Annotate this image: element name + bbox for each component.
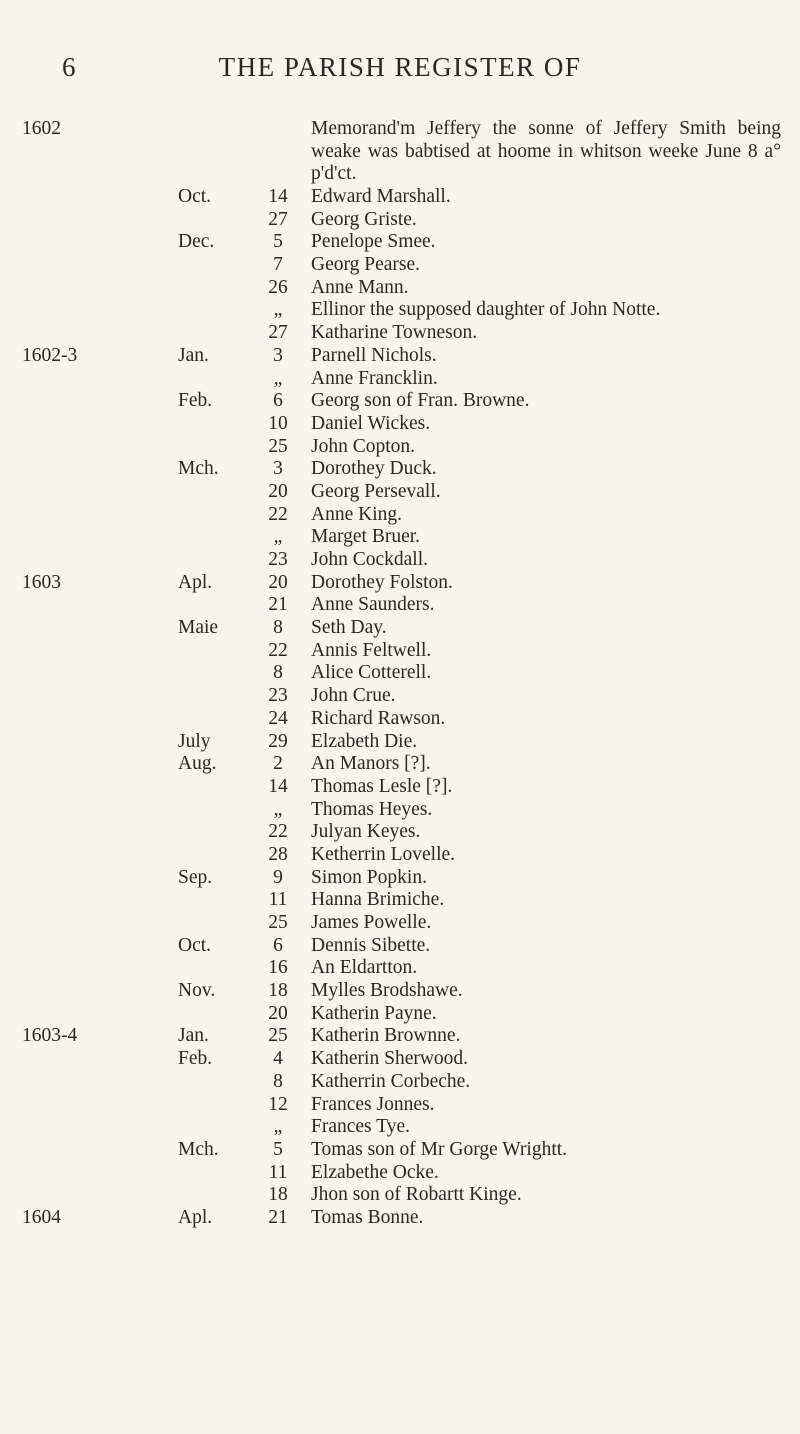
register-row <box>0 481 800 504</box>
register-row <box>0 118 800 186</box>
entry-day: 8 <box>273 617 283 639</box>
entry-name: John Crue. <box>311 685 396 707</box>
register-row <box>0 277 800 300</box>
register-row <box>0 549 800 572</box>
register-row <box>0 1207 800 1230</box>
entry-year: 1603 <box>22 571 61 593</box>
entry-day: „ <box>273 367 283 389</box>
entry-day: „ <box>273 798 283 820</box>
entry-name: Penelope Smee. <box>311 231 436 253</box>
page-number: 6 <box>62 52 76 82</box>
entry-day: 20 <box>268 1002 288 1024</box>
entry-name: An Eldartton. <box>311 957 418 979</box>
entry-name: Edward Marshall. <box>311 186 451 207</box>
entry-day: 24 <box>268 707 288 729</box>
entry-name: Katherin Brownne. <box>311 1025 461 1047</box>
entry-name: Jhon son of Robartt Kinge. <box>311 1184 522 1206</box>
entry-day: 28 <box>268 843 288 865</box>
entry-name: An Manors [?]. <box>311 753 431 775</box>
entry-month: Jan. <box>178 1025 209 1047</box>
register-row <box>0 209 800 232</box>
register-row <box>0 390 800 413</box>
entry-name: Elzabeth Die. <box>311 730 418 752</box>
entry-name: Mylles Brodshawe. <box>311 980 463 1002</box>
entry-name: Daniel Wickes. <box>311 412 431 434</box>
entry-month: Oct. <box>178 186 212 207</box>
entry-year: 1603-4 <box>22 1025 78 1047</box>
entry-day: 21 <box>268 594 288 616</box>
entry-name: Georg Pearse. <box>311 254 421 276</box>
entry-day: 27 <box>268 208 288 230</box>
register-row <box>0 1071 800 1094</box>
register-row <box>0 1025 800 1048</box>
entry-name: Anne Saunders. <box>311 594 435 616</box>
entry-year: 1602 <box>22 118 61 139</box>
entry-name: Parnell Nichols. <box>311 344 437 366</box>
register-row <box>0 957 800 980</box>
entry-day: 5 <box>273 231 283 253</box>
register-row <box>0 299 800 322</box>
register-row <box>0 504 800 527</box>
entry-name: Dennis Sibette. <box>311 934 431 956</box>
register-row <box>0 867 800 890</box>
entry-day: 8 <box>273 1070 283 1092</box>
entry-month: Apl. <box>178 571 213 593</box>
entry-name: Katherin Payne. <box>311 1002 437 1024</box>
entry-month: Mch. <box>178 1138 219 1160</box>
entry-name: Memorand'm Jeffery the sonne of Jeffery Smith being weake was babtised at hoome in whitson weeke June 8 a° p'd'ct. <box>311 118 781 185</box>
entry-day: 26 <box>268 276 288 298</box>
entry-name: Dorothey Duck. <box>311 458 437 480</box>
register-row <box>0 912 800 935</box>
entry-name: Frances Jonnes. <box>311 1093 435 1115</box>
register-row <box>0 413 800 436</box>
entry-name: Richard Rawson. <box>311 707 446 729</box>
entry-day: „ <box>273 526 283 548</box>
entry-day: 5 <box>273 1138 283 1160</box>
entry-month: Feb. <box>178 1048 213 1070</box>
entry-day: 20 <box>268 480 288 502</box>
entry-day: „ <box>273 1116 283 1138</box>
register-row <box>0 254 800 277</box>
entry-year: 1604 <box>22 1206 61 1228</box>
register-row <box>0 1094 800 1117</box>
entry-name: Alice Cotterell. <box>311 662 432 684</box>
entry-name: Elzabethe Ocke. <box>311 1161 439 1183</box>
entry-day: 14 <box>268 186 288 207</box>
entry-day: 20 <box>268 571 288 593</box>
entry-day: 18 <box>268 980 288 1002</box>
register-row <box>0 935 800 958</box>
entry-name: John Copton. <box>311 435 416 457</box>
entry-day: 11 <box>268 1161 288 1183</box>
entry-name: Thomas Lesle [?]. <box>311 775 453 797</box>
entry-day: 6 <box>273 390 283 412</box>
entry-name: Tomas son of Mr Gorge Wrightt. <box>311 1138 568 1160</box>
register-row <box>0 186 800 209</box>
register-row <box>0 753 800 776</box>
entry-name: Annis Feltwell. <box>311 639 432 661</box>
entry-name: Georg Griste. <box>311 208 417 230</box>
register-row <box>0 821 800 844</box>
register-row <box>0 458 800 481</box>
entry-day: 29 <box>268 730 288 752</box>
register-row <box>0 1139 800 1162</box>
entry-name: James Powelle. <box>311 912 432 933</box>
register-row <box>0 708 800 731</box>
register-row <box>0 368 800 391</box>
entry-day: 25 <box>268 435 288 457</box>
register-row <box>0 980 800 1003</box>
entry-day: 7 <box>273 254 283 276</box>
entry-day: 25 <box>268 1025 288 1047</box>
entry-name: Simon Popkin. <box>311 866 427 888</box>
register-row <box>0 731 800 754</box>
entry-name: Anne Mann. <box>311 276 409 298</box>
entry-day: 16 <box>268 957 288 979</box>
register-row <box>0 662 800 685</box>
entry-day: 4 <box>273 1048 283 1070</box>
entry-name: Thomas Heyes. <box>311 798 433 820</box>
entry-month: Feb. <box>178 390 213 412</box>
entry-year: 1602-3 <box>22 344 78 366</box>
entry-month: Jan. <box>178 344 209 366</box>
entry-name: Seth Day. <box>311 617 387 639</box>
entry-name: Ketherrin Lovelle. <box>311 843 456 865</box>
register-row <box>0 640 800 663</box>
entry-name: Anne King. <box>311 503 402 525</box>
entry-name: Katherrin Corbeche. <box>311 1070 471 1092</box>
register-row <box>0 776 800 799</box>
register-row <box>0 889 800 912</box>
entry-day: 23 <box>268 685 288 707</box>
entry-name: Georg son of Fran. Browne. <box>311 390 530 412</box>
entry-name: Anne Francklin. <box>311 367 438 389</box>
register-entries <box>0 118 800 1230</box>
register-row <box>0 844 800 867</box>
entry-day: 14 <box>268 775 288 797</box>
register-row <box>0 1048 800 1071</box>
entry-day: 10 <box>268 412 288 434</box>
entry-name: Georg Persevall. <box>311 480 441 502</box>
entry-month: Oct. <box>178 934 212 956</box>
entry-day: 8 <box>273 662 283 684</box>
entry-day: 6 <box>273 934 283 956</box>
entry-month: Aug. <box>178 753 217 775</box>
entry-day: 27 <box>268 322 288 344</box>
register-row <box>0 594 800 617</box>
entry-day: 21 <box>268 1206 288 1228</box>
register-row <box>0 526 800 549</box>
entry-month: Maie <box>178 617 219 639</box>
entry-day: 22 <box>268 821 288 843</box>
entry-name: Hanna Brimiche. <box>311 889 445 911</box>
entry-day: 3 <box>273 458 283 480</box>
entry-day: 18 <box>268 1184 288 1206</box>
register-row <box>0 436 800 459</box>
entry-day: 22 <box>268 639 288 661</box>
entry-name: Julyan Keyes. <box>311 821 421 843</box>
entry-month: Sep. <box>178 866 213 888</box>
register-row <box>0 1003 800 1026</box>
register-row <box>0 1162 800 1185</box>
entry-day: 3 <box>273 344 283 366</box>
entry-name: Marget Bruer. <box>311 526 421 548</box>
entry-day: „ <box>273 299 283 321</box>
entry-name: Katharine Towneson. <box>311 322 478 344</box>
entry-month: Dec. <box>178 231 215 253</box>
register-row <box>0 685 800 708</box>
register-row <box>0 231 800 254</box>
entry-name: Ellinor the supposed daughter of John Notte. <box>311 299 661 321</box>
entry-month: Mch. <box>178 458 219 480</box>
entry-day: 12 <box>268 1093 288 1115</box>
entry-month: July <box>178 730 211 752</box>
register-row <box>0 617 800 640</box>
register-row <box>0 572 800 595</box>
entry-name: John Cockdall. <box>311 549 428 570</box>
entry-day: 11 <box>268 889 288 911</box>
entry-day: 23 <box>268 549 288 570</box>
register-row <box>0 322 800 345</box>
register-row <box>0 345 800 368</box>
register-row <box>0 1184 800 1207</box>
entry-name: Frances Tye. <box>311 1116 410 1138</box>
entry-name: Katherin Sherwood. <box>311 1048 469 1070</box>
entry-day: 25 <box>268 912 288 933</box>
register-row <box>0 799 800 822</box>
entry-day: 9 <box>273 866 283 888</box>
page-header <box>0 52 800 92</box>
entry-day: 2 <box>273 753 283 775</box>
entry-month: Nov. <box>178 980 216 1002</box>
entry-day: 22 <box>268 503 288 525</box>
running-title: THE PARISH REGISTER OF <box>218 52 582 82</box>
entry-name: Tomas Bonne. <box>311 1206 424 1228</box>
entry-month: Apl. <box>178 1206 213 1228</box>
register-row <box>0 1116 800 1139</box>
entry-name: Dorothey Folston. <box>311 571 453 593</box>
